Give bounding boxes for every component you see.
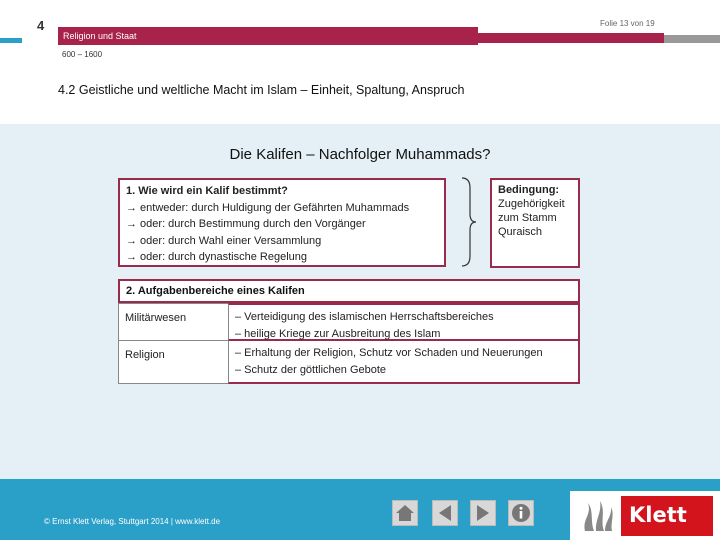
slide-counter: Folie 13 von 19 — [600, 19, 655, 28]
next-icon — [474, 503, 492, 523]
option-line: → oder: durch Bestimmung durch den Vorgänger — [126, 218, 366, 230]
title-bar — [58, 27, 478, 45]
previous-button[interactable] — [432, 500, 458, 526]
klett-logo — [570, 491, 720, 540]
curly-brace-icon — [458, 176, 480, 268]
task-description — [228, 340, 580, 384]
task-line: – heilige Kriege zur Ausbreitung des Islam — [235, 328, 441, 340]
task-line: – Verteidigung des islamischen Herrschaftsbereiches — [235, 311, 494, 323]
title-bar-extension — [478, 33, 664, 43]
section-title: Religion und Staat — [63, 31, 137, 41]
left-accent-mark — [0, 38, 22, 43]
condition-box — [490, 178, 580, 268]
home-button[interactable] — [392, 500, 418, 526]
period-label: 600 – 1600 — [62, 50, 103, 59]
chapter-number: 4 — [37, 18, 45, 33]
info-icon — [511, 503, 531, 523]
title-bar-gray-end — [664, 35, 720, 43]
tasks-table — [118, 303, 580, 383]
task-area-label: Militärwesen — [118, 303, 229, 341]
option-line: → entweder: durch Huldigung der Gefährten Muhammads — [126, 201, 410, 214]
home-icon — [394, 503, 416, 523]
main-heading: Die Kalifen – Nachfolger Muhammads? — [229, 146, 491, 163]
question1-box — [118, 178, 446, 267]
table-row — [118, 340, 580, 384]
task-line: – Erhaltung der Religion, Schutz vor Schaden und Neuerungen — [235, 347, 543, 359]
condition-line: zum Stamm — [498, 212, 557, 224]
condition-line: Zugehörigkeit — [498, 198, 565, 210]
task-area-label: Religion — [118, 340, 229, 384]
option-line: → oder: durch dynastische Regelung — [126, 251, 307, 263]
info-button[interactable] — [508, 500, 534, 526]
condition-line: Quraisch — [498, 226, 543, 238]
slide-subtitle: 4.2 Geistliche und weltliche Macht im Islam – Einheit, Spaltung, Anspruch — [58, 83, 465, 97]
klett-emblem-icon — [578, 497, 616, 535]
question1-title: 1. Wie wird ein Kalif bestimmt? — [126, 185, 288, 197]
task-line: – Schutz der göttlichen Gebote — [235, 364, 387, 376]
logo-red-panel — [621, 496, 713, 536]
table-row — [118, 303, 580, 341]
previous-icon — [436, 503, 454, 523]
task-description — [228, 303, 580, 341]
copyright-text: © Ernst Klett Verlag, Stuttgart 2014 | www.klett.de — [44, 517, 221, 526]
logo-wordmark: Klett — [629, 503, 687, 527]
option-line: → oder: durch Wahl einer Versammlung — [126, 234, 322, 247]
condition-title: Bedingung: — [498, 184, 560, 196]
question2-title: 2. Aufgabenbereiche eines Kalifen — [118, 279, 580, 303]
next-button[interactable] — [470, 500, 496, 526]
